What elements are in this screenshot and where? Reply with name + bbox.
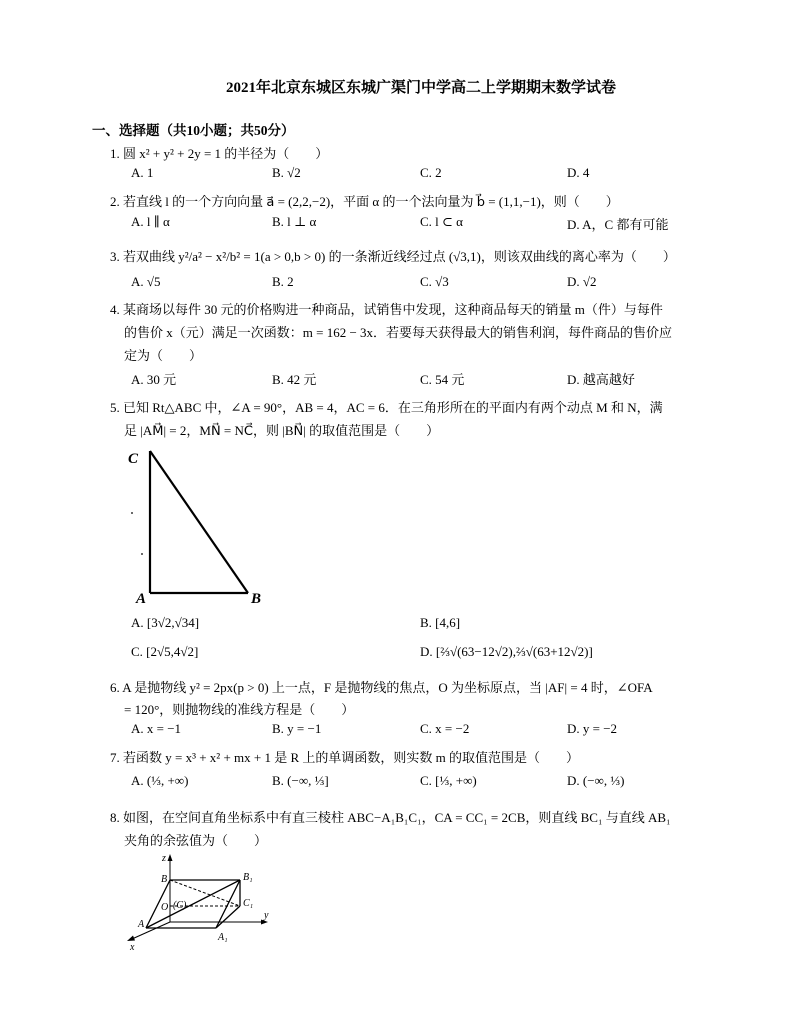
vertex-b-label: B	[161, 874, 168, 885]
question-3-stem: 3. 若双曲线 y²/a² − x²/b² = 1(a > 0,b > 0) 的一条渐近线经过点 (√3,1)，则该双曲线的离心率为（ ）	[110, 249, 676, 264]
q3-option-b: B. 2	[272, 274, 294, 289]
q2-option-d: D. A，C 都有可能	[567, 217, 669, 232]
question-4-stem-line-2: 的售价 x（元）满足一次函数：m = 162 − 3x．若要每天获得最大的销售利润，每件商品的售价应	[124, 325, 673, 340]
question-8-stem-line-1: 8. 如图，在空间直角坐标系中有直三棱柱 ABC−A₁B₁C₁，CA = CC₁ = 2CB，则直线 BC₁ 与直线 AB₁	[110, 810, 671, 825]
q7-option-c: C. [⅓, +∞)	[420, 773, 477, 788]
q2-option-c: C. l ⊂ α	[420, 214, 463, 229]
q2-option-a: A. l ∥ α	[131, 214, 170, 229]
q7-option-d: D. (−∞, ⅓)	[567, 773, 625, 788]
vertex-a-label: A	[138, 919, 145, 930]
q3-option-a: A. √5	[131, 274, 161, 289]
q1-option-d: D. 4	[567, 165, 590, 180]
q5-option-b: B. [4,6]	[420, 615, 461, 630]
triangle-figure	[120, 445, 280, 610]
question-4-stem-line-3: 定为（ ）	[124, 348, 203, 363]
question-6-stem-line-2: = 120°，则抛物线的准线方程是（ ）	[124, 702, 355, 717]
q5-option-d: D. [⅔√(63−12√2),⅔√(63+12√2)]	[420, 644, 593, 659]
q1-option-a: A. 1	[131, 165, 154, 180]
section-heading: 一、选择题（共10小题；共50分）	[92, 123, 295, 138]
vertex-c1-label: C₁	[243, 898, 254, 909]
axis-x-label: x	[130, 942, 135, 953]
axis-y-label: y	[264, 910, 269, 921]
vertex-c-label: C	[128, 451, 139, 467]
question-1-stem: 1. 圆 x² + y² + 2y = 1 的半径为（ ）	[110, 146, 329, 161]
q4-option-d: D. 越高越好	[567, 372, 635, 387]
q6-option-b: B. y = −1	[272, 721, 322, 736]
question-5-stem-line-1: 5. 已知 Rt△ABC 中，∠A = 90°，AB = 4，AC = 6．在三角形所在的平面内有两个动点 M 和 N，满	[110, 400, 663, 415]
q2-option-b: B. l ⊥ α	[272, 214, 317, 229]
prism-figure	[118, 850, 278, 955]
q5-option-a: A. [3√2,√34]	[131, 615, 200, 630]
q4-option-b: B. 42 元	[272, 372, 317, 387]
q5-option-c: C. [2√5,4√2]	[131, 644, 199, 659]
vertex-a1-label: A₁	[218, 932, 228, 943]
question-2-stem: 2. 若直线 l 的一个方向向量 a⃗ = (2,2,−2)，平面 α 的一个法向量为 b⃗ = (1,1,−1)，则（ ）	[110, 194, 619, 209]
origin-label: O	[161, 902, 169, 913]
q3-option-c: C. √3	[420, 274, 449, 289]
vertex-c-label: (C)	[173, 900, 187, 911]
q3-option-d: D. √2	[567, 274, 597, 289]
vertex-b1-label: B₁	[243, 872, 253, 883]
vertex-b-label: B	[251, 591, 262, 607]
question-6-stem-line-1: 6. A 是抛物线 y² = 2px(p > 0) 上一点，F 是抛物线的焦点，O 为坐标原点，当 |AF| = 4 时，∠OFA	[110, 680, 653, 695]
q4-option-c: C. 54 元	[420, 372, 465, 387]
vertex-a-label: A	[136, 591, 147, 607]
q6-option-d: D. y = −2	[567, 721, 618, 736]
q4-option-a: A. 30 元	[131, 372, 177, 387]
question-8-stem-line-2: 夹角的余弦值为（ ）	[124, 833, 268, 848]
q6-option-a: A. x = −1	[131, 721, 182, 736]
q1-option-c: C. 2	[420, 165, 442, 180]
q7-option-b: B. (−∞, ⅓]	[272, 773, 329, 788]
axis-z-label: z	[162, 853, 166, 864]
question-7-stem: 7. 若函数 y = x³ + x² + mx + 1 是 R 上的单调函数，则实数 m 的取值范围是（ ）	[110, 750, 580, 765]
question-5-stem-line-2: 足 |AM⃗| = 2，MN⃗ = NC⃗，则 |BN⃗| 的取值范围是（ ）	[124, 423, 440, 438]
page-title: 2021年北京东城区东城广渠门中学高二上学期期末数学试卷	[226, 80, 617, 96]
q1-option-b: B. √2	[272, 165, 301, 180]
q7-option-a: A. (⅓, +∞)	[131, 773, 189, 788]
question-4-stem-line-1: 4. 某商场以每件 30 元的价格购进一种商品，试销售中发现，这种商品每天的销量 m（件）与每件	[110, 302, 663, 317]
q6-option-c: C. x = −2	[420, 721, 470, 736]
